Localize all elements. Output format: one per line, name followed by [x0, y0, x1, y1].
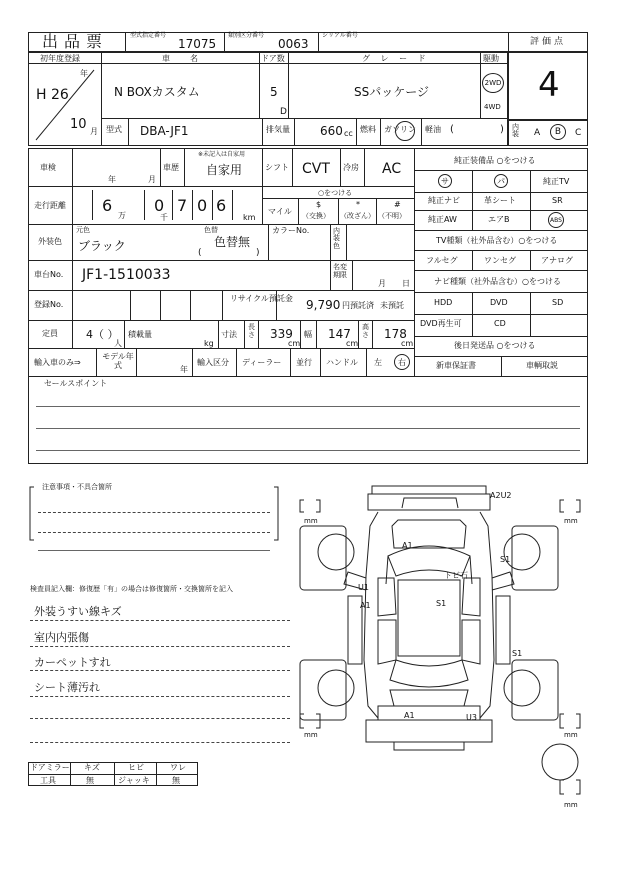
tamper-symbol: *	[356, 200, 360, 209]
handle-label: ハンドル	[326, 358, 358, 367]
model-year-label: モデル年式	[102, 352, 134, 370]
mileage-circle-note: ○をつける	[318, 189, 353, 197]
table-cell: ヒビ	[128, 763, 144, 772]
damage-mark: A1	[404, 711, 415, 720]
import-label: 輸入車のみ⇒	[34, 358, 81, 367]
damage-mark: U3	[466, 713, 477, 722]
displacement-unit: cc	[344, 129, 353, 138]
class-label: 類別区分番号	[228, 32, 265, 39]
history-value: 自家用	[206, 163, 243, 177]
history-label: 車歴	[163, 163, 179, 172]
nav-item: HDD	[434, 298, 453, 307]
paint-paren-close: )	[256, 248, 260, 258]
orig-color-value: ブラック	[78, 239, 126, 253]
displacement-label: 排気量	[266, 125, 290, 134]
light-oil-paren: (	[450, 124, 454, 135]
recycle-status: 円預託済	[342, 301, 374, 310]
length-value: 339	[270, 327, 293, 341]
year-unit: 年	[80, 69, 88, 78]
tv-item: アナログ	[541, 256, 573, 265]
fuel-value: ガソリン	[384, 125, 416, 134]
month-unit: 月	[90, 127, 98, 136]
mm-label: mm	[564, 731, 578, 739]
dim-unit: cm	[401, 339, 414, 348]
orig-color-label: 元色	[76, 226, 90, 234]
fuel-label: 燃料	[360, 125, 376, 134]
equip-item: 純正ナビ	[428, 196, 460, 205]
mileage-label: 走行距離	[34, 201, 66, 210]
interior-label: 内装	[512, 123, 519, 138]
serial-label: シリアル番号	[322, 32, 358, 39]
capacity-label: 定員	[42, 329, 58, 338]
score-label: 評価点	[530, 37, 567, 47]
equip-item-circled: パ	[494, 174, 508, 188]
interior-c: C	[575, 128, 582, 138]
tv-item: ワンセグ	[484, 256, 516, 265]
shift-value: CVT	[302, 161, 330, 177]
first-reg-label: 初年度登録	[40, 54, 80, 63]
equip-item-circled: サ	[438, 174, 452, 188]
damage-mark: S1	[512, 649, 523, 658]
page-title: 出品票	[42, 32, 109, 51]
table-cell: 無	[86, 776, 94, 785]
later-item: 新車保証書	[436, 361, 476, 370]
mm-label: mm	[564, 801, 578, 809]
mileage-unit: 万	[118, 211, 126, 220]
model-spec-label: 型式指定番号	[130, 32, 167, 39]
damage-mark: A2U2	[490, 491, 512, 500]
color-no-label: カラーNo.	[272, 226, 310, 235]
load-unit: kg	[204, 339, 214, 348]
car-name-label: 車 名	[162, 54, 204, 63]
table-cell: ジャッキ	[118, 776, 150, 785]
nav-item: SD	[552, 298, 564, 307]
ac-label: 冷房	[343, 163, 359, 172]
table-cell: ドアミラー	[30, 763, 70, 772]
exchange-label: （交換）	[302, 212, 330, 220]
equip-item: 純正AW	[428, 215, 457, 224]
damage-mark: S1	[436, 599, 447, 608]
damage-mark: A1	[402, 541, 413, 550]
doors-label: ドア数	[261, 54, 285, 63]
model-value: DBA-JF1	[140, 124, 189, 138]
height-label: 高さ	[362, 323, 369, 339]
doors-value: 5	[270, 85, 278, 99]
import-type-label: 輸入区分	[197, 358, 229, 367]
damage-mark: A1	[360, 601, 371, 610]
caution-label: 注意事項・不具合箇所	[42, 483, 112, 491]
note-line: カーペットすれ	[34, 656, 111, 669]
recycle-value: 9,790	[306, 298, 341, 312]
height-value: 178	[384, 327, 407, 341]
equip-item: エアB	[488, 215, 510, 224]
dim-unit: cm	[288, 339, 301, 348]
equip-item: 純正TV	[543, 177, 570, 186]
grade-value: SSパッケージ	[354, 85, 429, 99]
note-line: 室内内張傷	[34, 631, 89, 644]
mileage-digit: 0	[197, 196, 208, 215]
unknown-symbol: #	[394, 200, 401, 209]
interior-color-label: 内装色	[333, 227, 340, 250]
drive-label: 駆動	[483, 54, 499, 63]
history-note: ※未記入は自家用	[198, 151, 246, 158]
drive-4wd: 4WD	[484, 103, 501, 111]
interior-a: A	[534, 128, 541, 138]
damage-mark: U1	[358, 583, 369, 592]
mm-label: mm	[564, 517, 578, 525]
dim-label: 寸法	[221, 330, 237, 339]
class-value: 0063	[278, 37, 309, 51]
first-reg-era: H 26	[36, 87, 69, 103]
mileage-digit: 6	[102, 196, 113, 215]
recycle-unpaid: 未預託	[380, 301, 404, 310]
paint-value: 色替無	[214, 235, 251, 249]
drive-2wd-circled: 2WD	[482, 73, 504, 93]
paint-paren: (	[198, 248, 202, 258]
name-change-label: 名変期限	[333, 263, 347, 279]
score-value: 4	[538, 65, 560, 105]
exchange-symbol: $	[316, 200, 322, 209]
model-spec-value: 17075	[178, 37, 217, 51]
left-label: 左	[374, 358, 382, 367]
model-year-unit: 年	[180, 365, 188, 374]
recycle-label: リサイクル預託金	[230, 294, 293, 303]
inspection-year: 年	[108, 175, 116, 184]
table-cell: キズ	[84, 763, 100, 772]
color-label: 外装色	[38, 237, 62, 246]
unknown-label: （不明）	[378, 212, 406, 220]
mileage-unit: km	[243, 213, 256, 222]
dim-unit: cm	[346, 339, 359, 348]
table-cell: ワレ	[170, 763, 186, 772]
equip-item: SR	[552, 196, 563, 205]
table-cell: 無	[172, 776, 180, 785]
mm-label: mm	[304, 517, 318, 525]
name-change-month: 月	[378, 279, 386, 288]
equip-item-circled: ABS	[548, 212, 564, 228]
damage-mark: トビ石	[444, 571, 468, 580]
sales-point-label: セールスポイント	[44, 379, 108, 388]
light-oil-paren-close: )	[500, 124, 504, 135]
inspector-note: 検査員記入欄：修復歴「有」の場合は修復箇所・交換箇所を記入	[30, 585, 233, 593]
capacity-value: 4（ ）	[86, 328, 119, 341]
nav-item: CD	[494, 319, 506, 328]
light-oil-label: 軽油	[425, 125, 441, 134]
tv-header: TV種類（社外品含む）○をつける	[436, 236, 558, 245]
name-change-day: 日	[402, 279, 410, 288]
nav-item: DVD再生可	[420, 319, 462, 328]
damage-mark: S1	[500, 555, 511, 564]
width-value: 147	[328, 327, 351, 341]
length-label: 長さ	[248, 323, 255, 339]
mileage-digit: 6	[216, 196, 227, 215]
grade-label: グ レ ー ド	[362, 54, 430, 63]
inspection-label: 車検	[40, 163, 56, 172]
later-item: 車輌取説	[526, 361, 558, 370]
nav-header: ナビ種類（社外品含む）○をつける	[434, 277, 561, 286]
equip-item: 革シート	[484, 196, 516, 205]
reg-label: 登録No.	[34, 300, 64, 309]
car-name: N BOXカスタム	[114, 85, 200, 99]
width-label: 幅	[304, 330, 312, 339]
tamper-label: （改ざん）	[340, 212, 375, 220]
chassis-value: JF1-1510033	[82, 267, 171, 283]
capacity-unit: 人	[114, 339, 122, 348]
load-label: 積載量	[128, 330, 152, 339]
displacement-value: 660	[320, 124, 343, 138]
note-line: シート薄汚れ	[34, 681, 100, 694]
interior-b-circled: B	[550, 124, 566, 140]
mile-label: マイル	[268, 207, 292, 216]
inspection-month: 月	[148, 175, 156, 184]
mileage-digit: 0	[154, 196, 165, 215]
parallel-label: 並行	[296, 358, 312, 367]
table-cell: 工具	[40, 776, 56, 785]
mileage-unit: 千	[160, 213, 168, 222]
mileage-digit: 7	[177, 196, 188, 215]
door-type: D	[280, 107, 287, 117]
tv-item: フルセグ	[426, 256, 458, 265]
shift-label: シフト	[265, 163, 289, 172]
nav-item: DVD	[490, 298, 508, 307]
ac-value: AC	[382, 161, 402, 177]
right-circled: 右	[394, 354, 410, 370]
chassis-label: 車台No.	[34, 270, 64, 279]
equipment-header: 純正装備品 ○をつける	[454, 156, 536, 165]
paint-label: 色替	[204, 226, 218, 234]
note-line: 外装うすい線キズ	[34, 605, 122, 618]
dealer-label: ディーラー	[242, 358, 282, 367]
first-reg-month: 10	[70, 117, 87, 132]
model-label: 型式	[106, 125, 122, 134]
later-header: 後日発送品 ○をつける	[454, 341, 536, 350]
mm-label: mm	[304, 731, 318, 739]
